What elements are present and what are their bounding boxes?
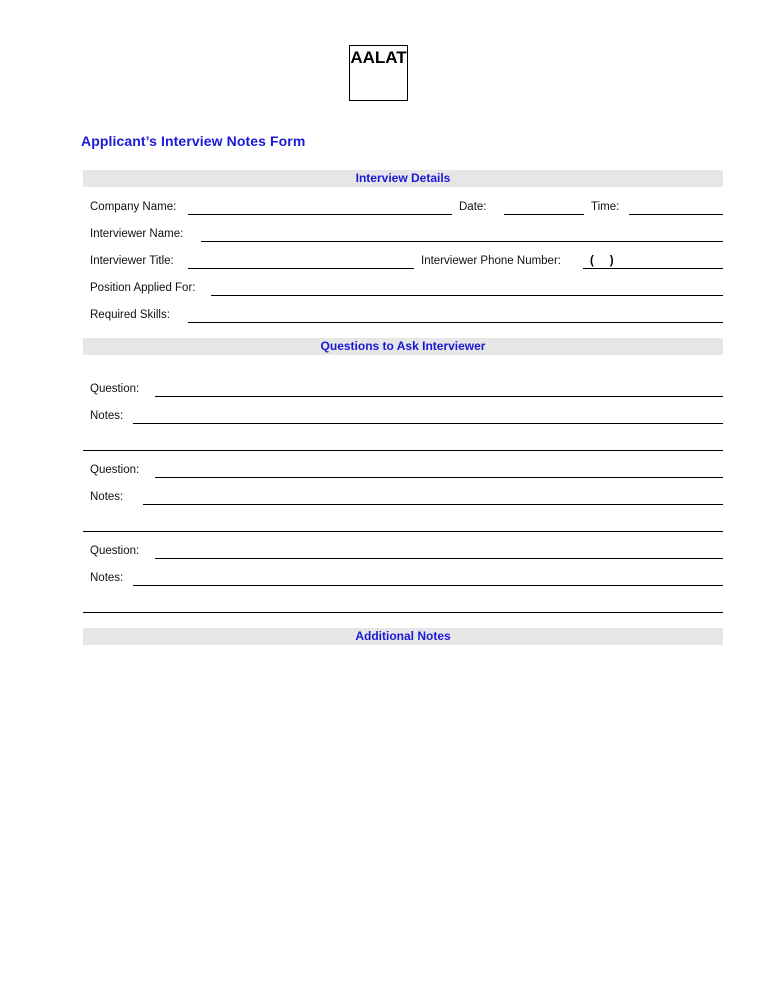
section-header-additional-notes: Additional Notes	[83, 628, 723, 645]
additional-notes-area[interactable]	[83, 650, 723, 950]
notes-label: Notes:	[90, 491, 124, 503]
notes-continuation-line[interactable]	[83, 450, 723, 451]
required-skills-field[interactable]	[188, 322, 723, 323]
interviewer-title-label: Interviewer Title:	[90, 255, 174, 267]
interviewer-name-field[interactable]	[201, 241, 723, 242]
form-title: Applicant’s Interview Notes Form	[81, 133, 306, 149]
question-label: Question:	[90, 383, 140, 395]
time-label: Time:	[591, 201, 620, 213]
company-logo: AALAT	[349, 45, 408, 101]
question-field[interactable]	[155, 558, 723, 559]
notes-label: Notes:	[90, 410, 124, 422]
notes-label: Notes:	[90, 572, 124, 584]
required-skills-label: Required Skills:	[90, 309, 170, 321]
notes-field[interactable]	[143, 504, 723, 505]
interviewer-title-field[interactable]	[188, 268, 414, 269]
question-label: Question:	[90, 545, 140, 557]
interviewer-phone-label: Interviewer Phone Number:	[421, 255, 561, 267]
date-field[interactable]	[504, 214, 584, 215]
notes-continuation-line[interactable]	[83, 531, 723, 532]
time-field[interactable]	[629, 214, 723, 215]
date-label: Date:	[459, 201, 487, 213]
phone-area-code: ( )	[590, 255, 614, 267]
position-label: Position Applied For:	[90, 282, 196, 294]
company-name-field[interactable]	[188, 214, 452, 215]
notes-field[interactable]	[133, 423, 723, 424]
question-field[interactable]	[155, 396, 723, 397]
question-field[interactable]	[155, 477, 723, 478]
interviewer-name-label: Interviewer Name:	[90, 228, 184, 240]
company-name-label: Company Name:	[90, 201, 177, 213]
notes-field[interactable]	[133, 585, 723, 586]
position-field[interactable]	[211, 295, 723, 296]
question-label: Question:	[90, 464, 140, 476]
section-header-questions: Questions to Ask Interviewer	[83, 338, 723, 355]
section-header-interview-details: Interview Details	[83, 170, 723, 187]
interviewer-phone-field[interactable]	[583, 268, 723, 269]
notes-continuation-line[interactable]	[83, 612, 723, 613]
